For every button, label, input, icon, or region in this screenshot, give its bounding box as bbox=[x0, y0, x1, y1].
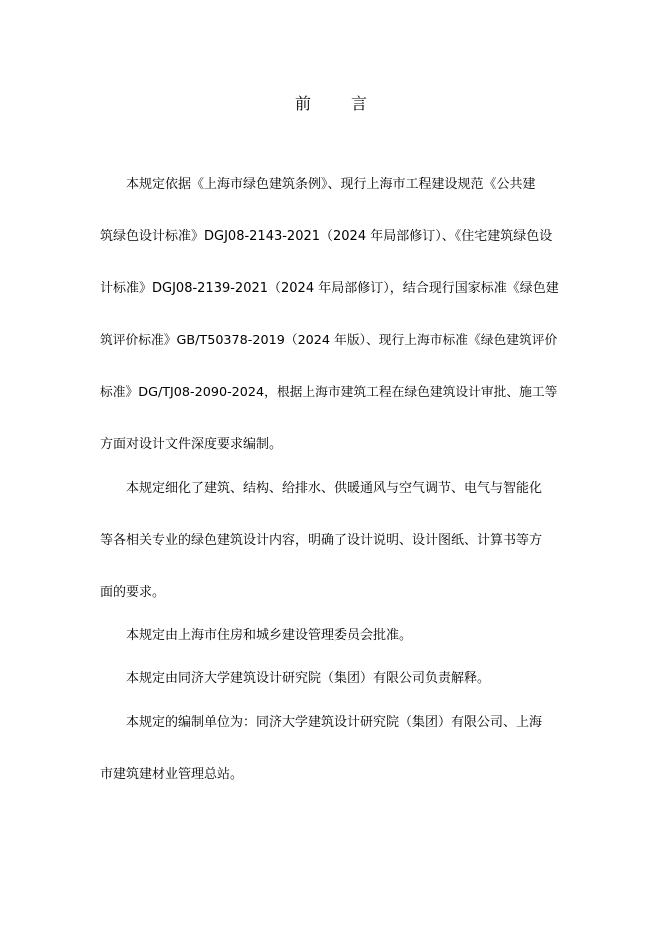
page-title: 前 言 bbox=[294, 94, 379, 113]
paragraph-4-line-1: 本规定由同济大学建筑设计研究院（集团）有限公司负责解释。 bbox=[126, 671, 491, 686]
paragraph-2-line-1: 本规定细化了建筑、结构、给排水、供暖通风与空气调节、电气与智能化 bbox=[126, 481, 543, 496]
paragraph-1-line-4: 筑评价标准》GB/T50378-2019（2024 年版）、现行上海市标准《绿色建筑评价 bbox=[100, 333, 558, 348]
paragraph-1-line-3: 计标准》DGJ08-2139-2021（2024 年局部修订），结合现行国家标准《绿色建 bbox=[100, 281, 559, 296]
paragraph-1-line-6: 方面对设计文件深度要求编制。 bbox=[100, 437, 283, 452]
paragraph-1-line-2: 筑绿色设计标准》DGJ08-2143-2021（2024 年局部修订）、《住宅建筑绿色设 bbox=[100, 229, 553, 244]
paragraph-5-line-1: 本规定的编制单位为：同济大学建筑设计研究院（集团）有限公司、上海 bbox=[126, 715, 543, 730]
paragraph-1-line-5: 标准》DG/TJ08-2090-2024，根据上海市建筑工程在绿色建筑设计审批、施工等 bbox=[100, 385, 558, 400]
paragraph-3-line-1: 本规定由上海市住房和城乡建设管理委员会批准。 bbox=[126, 628, 413, 643]
paragraph-5-line-2: 市建筑建材业管理总站。 bbox=[100, 767, 244, 782]
paragraph-2-line-3: 面的要求。 bbox=[100, 585, 166, 600]
paragraph-2-line-2: 等各相关专业的绿色建筑设计内容，明确了设计说明、设计图纸、计算书等方 bbox=[100, 533, 543, 548]
paragraph-1-line-1: 本规定依据《上海市绿色建筑条例》、现行上海市工程建设规范《公共建 bbox=[126, 177, 536, 192]
